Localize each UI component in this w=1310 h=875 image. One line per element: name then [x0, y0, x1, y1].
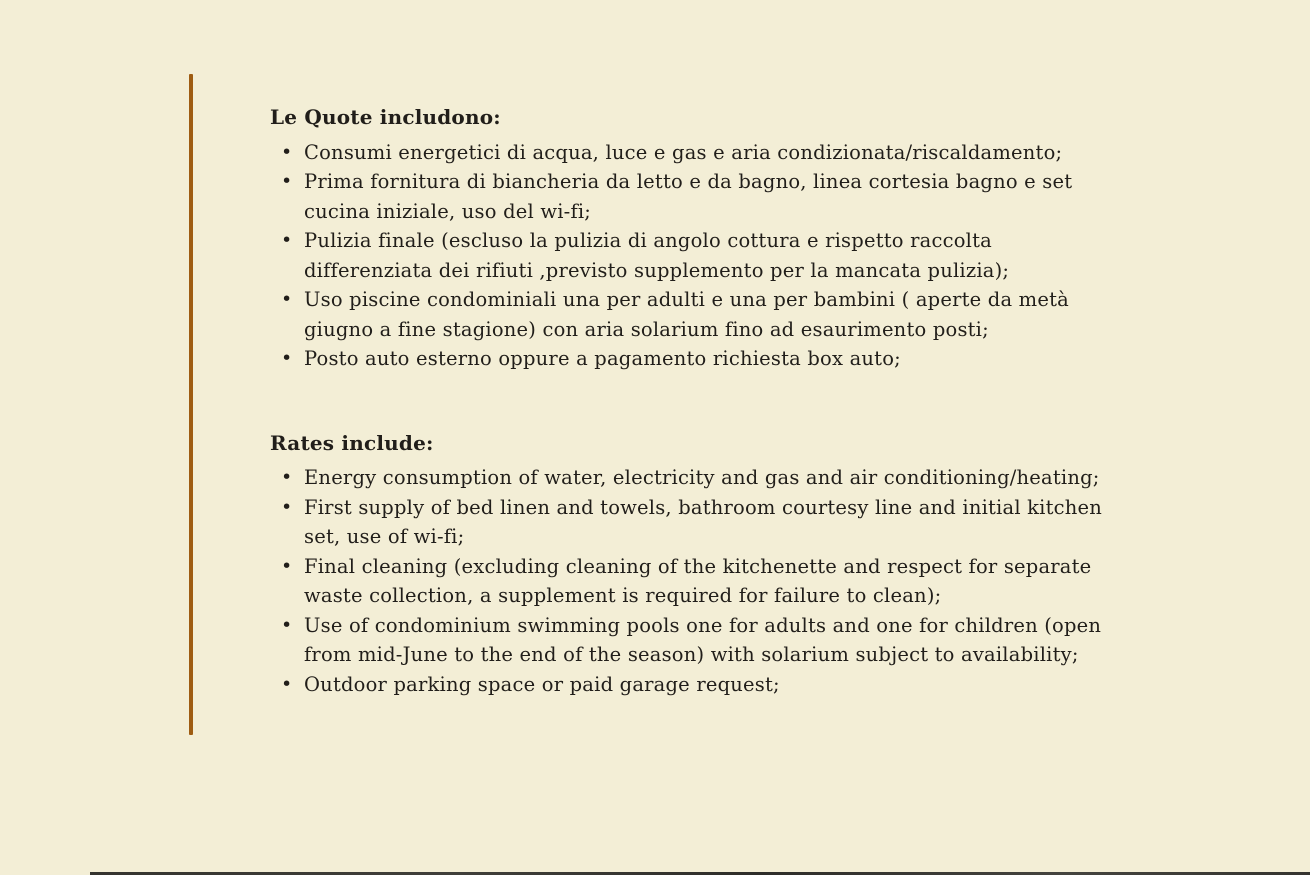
section-italian-terms — [270, 103, 1118, 374]
bullet-list-english — [270, 463, 1118, 699]
bullet-list-italian — [270, 138, 1118, 374]
list-item: • Outdoor parking space or paid garage request; — [270, 670, 1118, 700]
list-item: • Final cleaning (excluding cleaning of the kitchenette and respect for separate waste collection, a supplement is required for failure to clean); — [270, 552, 1118, 611]
accent-vertical-rule — [189, 74, 193, 735]
section-english-terms — [270, 429, 1118, 700]
list-item: • First supply of bed linen and towels, bathroom courtesy line and initial kitchen set, use of wi-fi; — [270, 493, 1118, 552]
list-item: • Use of condominium swimming pools one for adults and one for children (open from mid-June to the end of the season) with solarium subject to availability; — [270, 611, 1118, 670]
list-item: • Energy consumption of water, electricity and gas and air conditioning/heating; — [270, 463, 1118, 493]
section-title-english: Rates include: — [270, 430, 434, 455]
content-block — [270, 103, 1118, 699]
section-title-italian: Le Quote includono: — [270, 105, 501, 129]
list-item: • Prima fornitura di biancheria da letto e da bagno, linea cortesia bagno e set cucina iniziale, uso del wi-fi; — [270, 167, 1118, 226]
list-item: • Uso piscine condominiali una per adulti e una per bambini ( aperte da metà giugno a fine stagione) con aria solarium fino ad esaurimento posti; — [270, 285, 1118, 344]
list-item: • Posto auto esterno oppure a pagamento richiesta box auto; — [270, 344, 1118, 374]
list-item: • Consumi energetici di acqua, luce e gas e aria condizionata/riscaldamento; — [270, 138, 1118, 168]
list-item: • Pulizia finale (escluso la pulizia di angolo cottura e rispetto raccolta differenziata dei rifiuti ,previsto supplemento per la mancata pulizia); — [270, 226, 1118, 285]
